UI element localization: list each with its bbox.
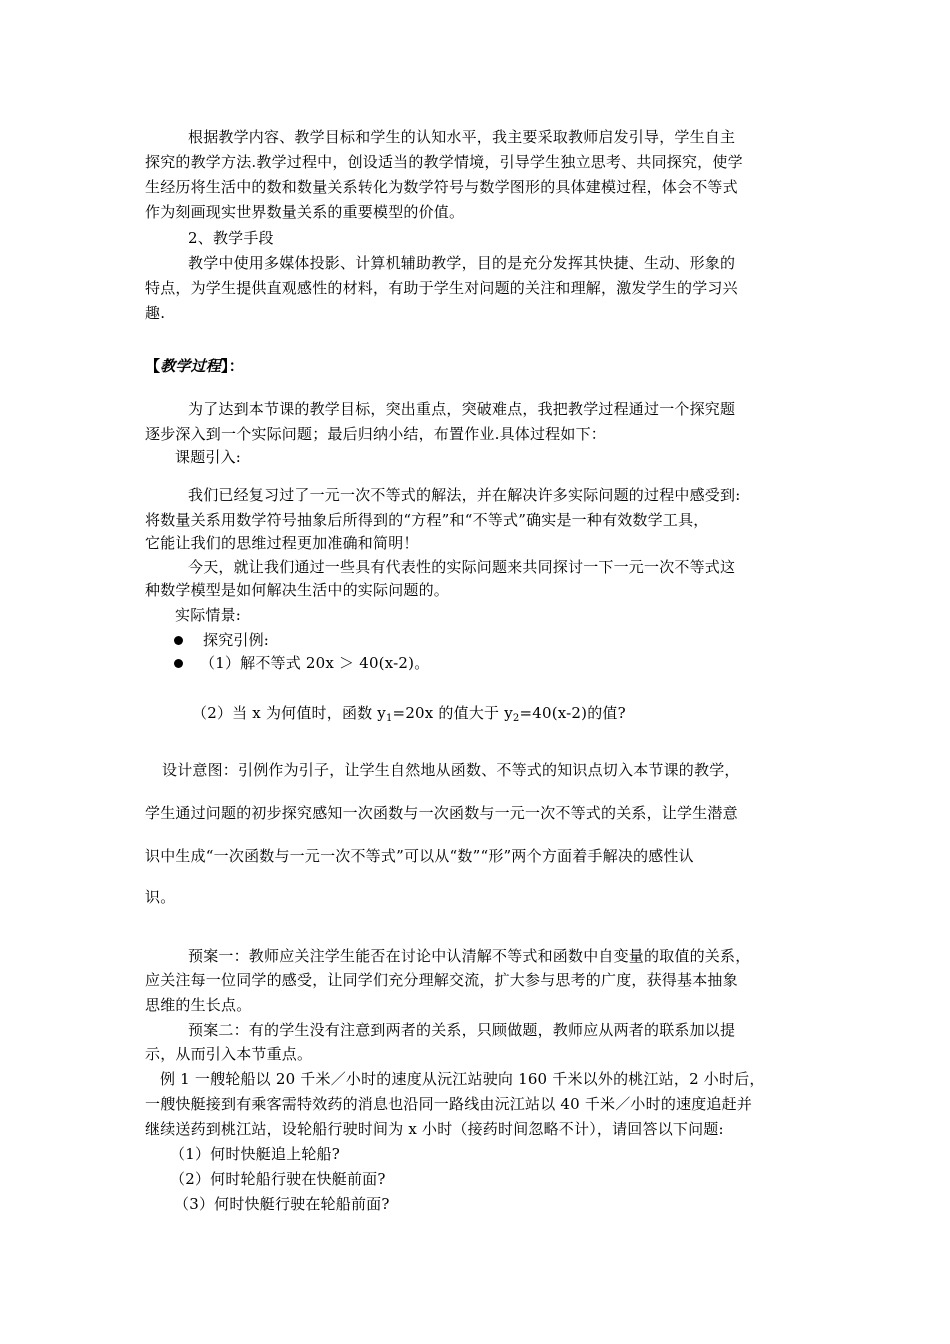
q2-sub-2: 2: [512, 713, 520, 724]
q2-post: =40(x-2)的值?: [519, 704, 626, 722]
q2-sub-1: 1: [385, 713, 393, 724]
heading-bracket-close: 】：: [221, 357, 244, 375]
example1-line-2: 一艘快艇接到有乘客需特效药的消息也沿同一路线由沅江站以 40 千米／小时的速度追赶并: [145, 1095, 753, 1113]
heading-text: 教学过程: [160, 357, 222, 375]
example1-question-1: （1）何时快艇追上轮船?: [170, 1145, 340, 1163]
design-line-2: 学生通过问题的初步探究感知一次函数与一次函数与一元一次不等式的关系，让学生潜意: [145, 804, 738, 822]
plan1-line-3: 思维的生长点。: [145, 996, 252, 1014]
heading-bracket-open: 【: [145, 357, 161, 375]
intro-line-1: 为了达到本节课的教学目标，突出重点，突破难点，我把教学过程通过一个探究题: [188, 400, 736, 418]
review-line-2: 将数量关系用数学符号抽象后所得到的“方程”和“不等式”确实是一种有效数学工具，: [145, 511, 709, 529]
intro-line-2: 逐步深入到一个实际问题；最后归纳小结，布置作业.具体过程如下：: [145, 425, 606, 443]
design-line-3: 识中生成“一次函数与一元一次不等式”可以从“数”“形”两个方面着手解决的感性认: [145, 847, 694, 865]
method-line-2: 探究的教学方法.教学过程中，创设适当的教学情境，引导学生独立思考、共同探究，使学: [145, 153, 743, 171]
review-line-3: 它能让我们的思维过程更加准确和简明！: [145, 534, 419, 552]
method-line-4: 作为刻画现实世界数量关系的重要模型的价值。: [145, 203, 465, 221]
bullet-dot-1: [174, 636, 183, 645]
means-line-2: 特点，为学生提供直观感性的材料，有助于学生对问题的关注和理解，激发学生的学习兴: [145, 279, 738, 297]
question-2: [192, 703, 626, 723]
method-line-3: 生经历将生活中的数和数量关系转化为数学符号与数学图形的具体建模过程，体会不等式: [145, 178, 738, 196]
plan2-line-2: 示，从而引入本节重点。: [145, 1045, 313, 1063]
design-line-1: 设计意图：引例作为引子，让学生自然地从函数、不等式的知识点切入本节课的教学，: [162, 761, 740, 779]
topic-intro: 课题引入:: [175, 448, 242, 466]
today-line-1: 今天，就让我们通过一些具有代表性的实际问题来共同探讨一下一元一次不等式这: [188, 558, 736, 576]
review-line-1: 我们已经复习过了一元一次不等式的解法，并在解决许多实际问题的过程中感受到:: [188, 486, 741, 504]
scenario-label: 实际情景:: [175, 606, 242, 624]
today-line-2: 种数学模型是如何解决生活中的实际问题的。: [145, 581, 450, 599]
example1-question-3: （3）何时快艇行驶在轮船前面?: [174, 1195, 390, 1213]
example1-line-1: 例 1 一艘轮船以 20 千米／小时的速度从沅江站驶向 160 千米以外的桃江站，2 小时后，: [160, 1070, 765, 1088]
q2-pre: （2）当 x 为何值时，函数 y: [192, 704, 386, 722]
bullet-text-1: 探究引例:: [203, 631, 270, 649]
plan2-line-1: 预案二：有的学生没有注意到两者的关系，只顾做题，教师应从两者的联系加以提: [188, 1021, 736, 1039]
bullet-text-2: （1）解不等式 20x ＞ 40(x-2)。: [200, 654, 430, 672]
means-line-1: 教学中使用多媒体投影、计算机辅助教学，目的是充分发挥其快捷、生动、形象的: [188, 254, 736, 272]
q2-mid: =20x 的值大于 y: [392, 704, 513, 722]
example1-line-3: 继续送药到桃江站，设轮船行驶时间为 x 小时（接药时间忽略不计），请回答以下问题:: [145, 1120, 724, 1138]
design-line-4: 识。: [145, 888, 176, 906]
plan1-line-2: 应关注每一位同学的感受，让同学们充分理解交流，扩大参与思考的广度，获得基本抽象: [145, 971, 738, 989]
method-line-1: 根据教学内容、教学目标和学生的认知水平，我主要采取教师启发引导，学生自主: [188, 128, 736, 146]
process-heading: [145, 356, 244, 376]
plan1-line-1: 预案一：教师应关注学生能否在讨论中认清解不等式和函数中自变量的取值的关系，: [188, 947, 751, 965]
bullet-dot-2: [174, 659, 183, 668]
means-line-3: 趣.: [145, 304, 166, 322]
example1-question-2: （2）何时轮船行驶在快艇前面?: [170, 1170, 386, 1188]
means-title: 2、教学手段: [188, 229, 274, 247]
